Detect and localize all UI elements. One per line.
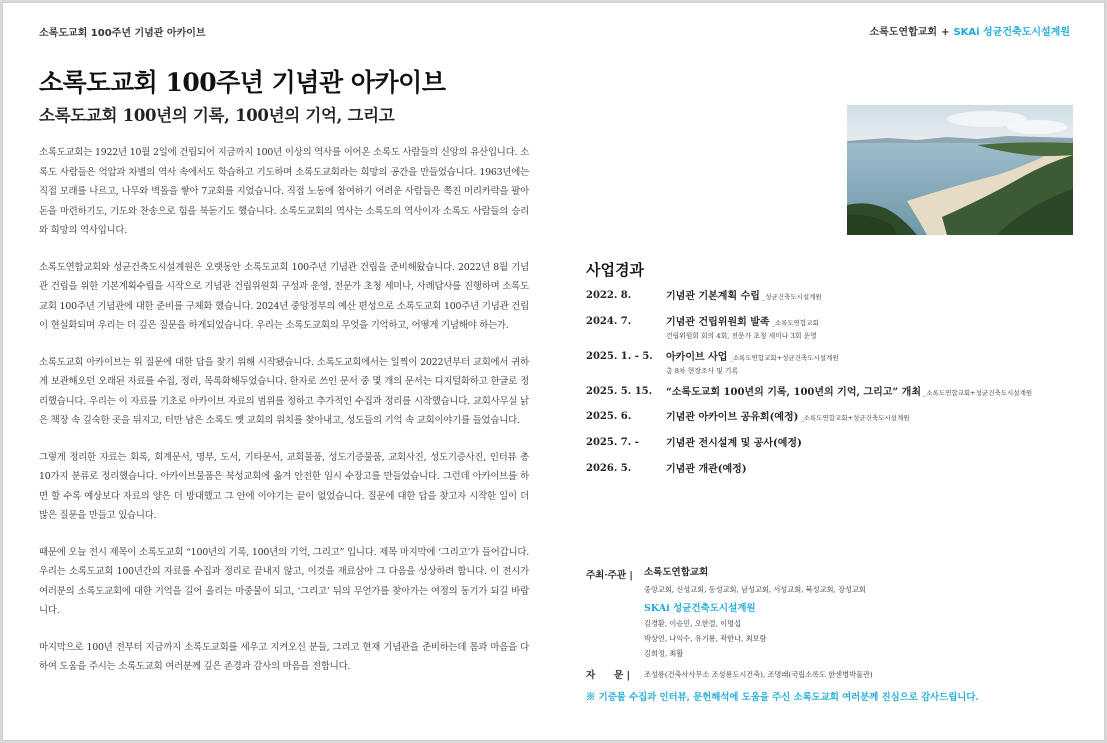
timeline-item-title: “소록도교회 100년의 기록, 100년의 기억, 그리고” 개최 bbox=[666, 387, 921, 398]
header-left: 소록도교회 100주년 기념관 아카이브 bbox=[39, 28, 206, 39]
thanks-note: ※ 기증물 수집과 인터뷰, 문헌해석에 도움을 주신 소록도교회 여러분께 진심으로 감사드립니다. bbox=[586, 692, 979, 703]
timeline-item-title: 기념관 기본계획 수립 bbox=[666, 291, 760, 302]
host-org-1: 소록도연합교회 bbox=[644, 567, 709, 578]
timeline-title: 사업경과 bbox=[586, 261, 644, 279]
timeline-item-org: _소록도연합교회 bbox=[771, 319, 819, 327]
timeline-item-org: _소록도연합교회+성균건축도시설계원 bbox=[922, 389, 1033, 397]
paragraph-1: 소록도교회는 1922년 10월 2일에 건립되어 지금까지 100년 이상의 역사를 이어온 소록도 사람들의 신앙의 유산입니다. 소록도 사람들은 억압과 차별의 역사 속에서도 학습하고 기도하며 소록도교회라는 희망의 공간을 만들었습니다. 1963년에는 직접 모래를 나르고, 나무와 벽돌을 쌓아 7교회를 지었습니다. 직접 노동에 참여하기 어려운 사람들은 쪽진 머리카락을 팔아 돈을 마련하기도, 기도와 찬송으로 힘을 북돋기도 했습니다. 소록도교회의 역사는 소록도의 역사이자 소록도 사람들의 승리와 희망의 역사입니다. bbox=[39, 147, 529, 236]
credits bbox=[586, 565, 1086, 683]
coastline-aerial-photo bbox=[847, 105, 1073, 235]
paragraph-2: 소록도연합교회와 성균건축도시설계원은 오랫동안 소록도교회 100주년 기념관 건립을 준비해왔습니다. 2022년 8월 기념관 건립을 위한 기본계획수립을 시작으로 기념관 건립위원회 구성과 운영, 전문가 초청 세미나, 사례답사를 진행하며 소록도교회 100주년 기념관에 대한 준비를 구체화 했습니다. 2024년 중앙정부의 예산 편성으로 소록도교회 100주년 기념관 건립이 현실화되며 우리는 더 깊은 질문을 하게되었습니다. 우리는 소록도교회의 무엇을 기억하고, 어떻게 기념해야 하는가. bbox=[39, 261, 529, 331]
timeline-item-sub: 총 8차 현장조사 및 기록 bbox=[666, 367, 739, 375]
advisor-label: 자 문 | bbox=[586, 670, 631, 681]
body-text bbox=[39, 143, 529, 694]
timeline-item-title: 기념관 전시설계 및 공사(예정) bbox=[666, 438, 802, 449]
page-subtitle: 소록도교회 100년의 기록, 100년의 기억, 그리고 bbox=[39, 106, 395, 125]
header-plus: + bbox=[941, 27, 950, 38]
advisor-row bbox=[586, 667, 1086, 683]
paragraph-3: 소록도교회 아카이브는 위 질문에 대한 답을 찾기 위해 시작됐습니다. 소록도교회에서는 일찍이 2022년부터 교회에서 귀하게 보관해오던 오래된 자료를 수집, 정리, 목록화해두었습니다. 한자로 쓰인 문서 중 몇 개의 문서는 디지털화하고 한글로 정리했습니다. 우리는 이 자료를 기초로 아카이브 자료의 범위를 정하고 추가적인 수집과 정리를 시작했습니다. 교회사무실 낡은 책장 속 깊숙한 곳을 뒤지고, 터만 남은 소록도 옛 교회의 위치를 찾아내고, 성도들의 기억 속 교회이야기를 들었습니다. bbox=[39, 356, 529, 426]
timeline-item-sub: 건립위원회 회의 4회, 전문가 초청 세미나 3회 운영 bbox=[666, 332, 817, 340]
header-org-2: SKAi 성균건축도시설계원 bbox=[953, 27, 1070, 38]
timeline-date: 2025. 6. bbox=[586, 411, 632, 422]
timeline-item bbox=[586, 463, 1086, 487]
timeline-item bbox=[586, 386, 1086, 411]
timeline bbox=[586, 290, 1086, 487]
host-org-2-members-1: 김경환, 이승민, 오한결, 이명섭 bbox=[644, 619, 742, 628]
timeline-item bbox=[586, 437, 1086, 463]
host-label: 주최·주관 | bbox=[586, 570, 633, 581]
advisor-names: 조성룡(건축사사무소 조성룡도시건축), 조명래(국립소록도 한센병박물관) bbox=[644, 670, 873, 679]
paragraph-4: 그렇게 정리한 자료는 회록, 회계문서, 명부, 도서, 기타문서, 교회물품, 성도기증물품, 교회사진, 성도기증사진, 인터뷰 총 10가지 분류로 정리했습니다. 아카이브물품은 북성교회에 옮겨 안전한 임시 수장고를 만들었습니다. 그런데 아카이브를 하면 할 수록 예상보다 자료의 양은 더 방대했고 그 안에 이야기는 끝이 없었습니다. 질문에 대한 답을 찾고자 시작한 일이 더 많은 질문을 만들고 있습니다. bbox=[39, 451, 529, 521]
host-org-2-members-3: 김희정, 최활 bbox=[644, 649, 684, 658]
timeline-item bbox=[586, 290, 1086, 316]
timeline-item-org: _소록도연합교회+성균건축도시설계원 bbox=[800, 414, 910, 422]
timeline-date: 2025. 7. - bbox=[586, 437, 639, 448]
host-org-1-members: 중앙교회, 신성교회, 동성교회, 남성교회, 서성교회, 북성교회, 장성교회 bbox=[644, 585, 866, 594]
timeline-date: 2022. 8. bbox=[586, 290, 632, 301]
timeline-item-org: _성균건축도시설계원 bbox=[761, 293, 822, 301]
timeline-item-org: _소록도연합교회+성균건축도시설계원 bbox=[729, 354, 839, 362]
host-org-2-members-2: 박상언, 나익수, 유기룡, 곽한나, 최보람 bbox=[644, 634, 767, 643]
header-org-1: 소록도연합교회 bbox=[869, 27, 938, 38]
timeline-date: 2026. 5. bbox=[586, 463, 632, 474]
timeline-date: 2025. 5. 15. bbox=[586, 386, 653, 397]
timeline-item bbox=[586, 316, 1086, 351]
host-org-2: SKAi 성균건축도시설계원 bbox=[644, 603, 756, 614]
timeline-item-title: 기념관 건립위원회 발족 bbox=[666, 317, 770, 328]
photo-illustration bbox=[847, 105, 1073, 235]
timeline-date: 2025. 1. - 5. bbox=[586, 351, 653, 362]
page-title: 소록도교회 100주년 기념관 아카이브 bbox=[39, 68, 446, 97]
header-right bbox=[869, 23, 1070, 38]
document-page bbox=[2, 2, 1105, 741]
timeline-date: 2024. 7. bbox=[586, 316, 632, 327]
timeline-item-title: 기념관 아카이브 공유회(예정) bbox=[666, 412, 799, 423]
timeline-item-title: 기념관 개관(예정) bbox=[666, 464, 747, 475]
timeline-item-title: 아카이브 사업 bbox=[666, 352, 728, 363]
timeline-item bbox=[586, 411, 1086, 437]
timeline-item bbox=[586, 351, 1086, 386]
paragraph-5: 때문에 오늘 전시 제목이 소록도교회 “100년의 기록, 100년의 기억, 그리고” 입니다. 제목 마지막에 ‘그리고’가 들어갑니다. 우리는 소록도교회 100년간의 자료를 수집과 정리로 끝내지 않고, 이것을 재료삼아 그 다음을 상상하려 합니다. 이 전시가 여러분의 소록도교회에 대한 기억을 길어 올리는 마중물이 되고, ‘그리고’ 뒤의 무언가를 찾아가는 여정의 동기가 되길 바랍니다. bbox=[39, 546, 529, 616]
paragraph-6: 마지막으로 100년 전부터 지금까지 소록도교회를 세우고 지켜오신 분들, 그리고 현재 기념관을 준비하는데 몸과 마음을 다하여 도움을 주시는 소록도교회 여러분께 깊은 존경과 감사의 마음을 전합니다. bbox=[39, 641, 529, 672]
